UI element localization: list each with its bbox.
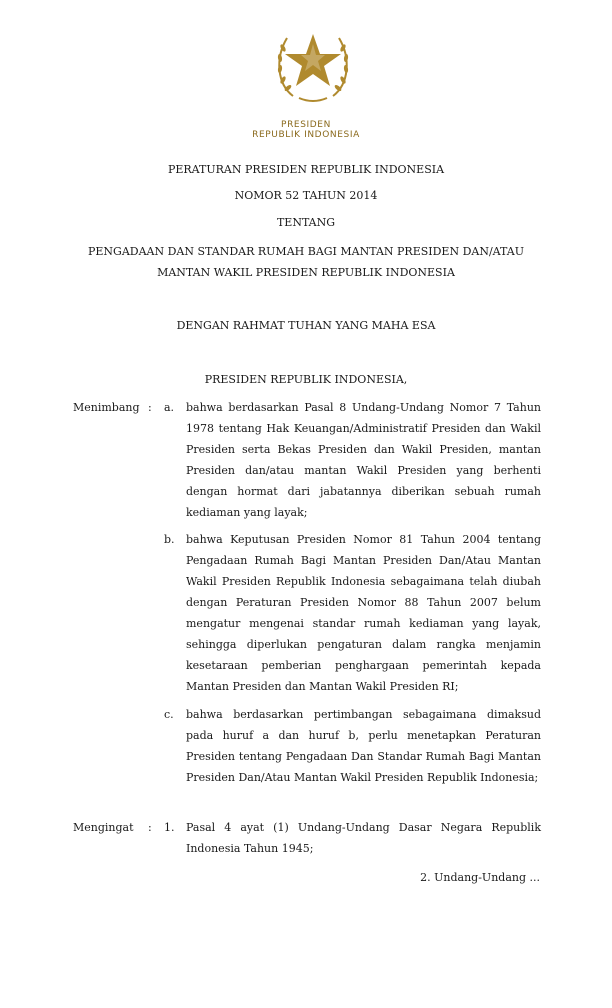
menimbang-item-b-text: bahwa Keputusan Presiden Nomor 81 Tahun 2004 tentang Pengadaan Rumah Bagi Mantan Presiden Dan/Atau Mantan Wakil Presiden Republik Indonesia sebagaimana telah diubah dengan Peraturan Presiden Nomor 88 Tahun 2007 belum mengatur mengenai standar rumah kediaman yang layak, sehingga diperlukan pengaturan dalam rangka menjamin kesetaraan pemberian penghargaan pemerintah kepada Mantan Presiden dan Mantan Wakil Presiden RI; xyxy=(186,533,541,693)
document-number: NOMOR 52 TAHUN 2014 xyxy=(234,189,378,202)
page-continuation: 2. Undang-Undang ... xyxy=(420,871,540,884)
menimbang-item-c-text: bahwa berdasarkan pertimbangan sebagaimana dimaksud pada huruf a dan huruf b, perlu menetapkan Peraturan Presiden tentang Pengadaan Dan Standar Rumah Bagi Mantan Presiden Dan/Atau Mantan Wakil Presiden Republik Indonesia; xyxy=(186,708,541,784)
header-presiden: PRESIDEN xyxy=(281,120,331,130)
subject-line-1: PENGADAAN DAN STANDAR RUMAH BAGI MANTAN PRESIDEN DAN/ATAU xyxy=(88,245,524,258)
document-title: PERATURAN PRESIDEN REPUBLIK INDONESIA xyxy=(167,163,445,176)
menimbang-label: Menimbang xyxy=(73,401,140,414)
presidential-emblem-icon xyxy=(271,22,355,108)
menimbang-item-b-marker: b. xyxy=(164,533,175,546)
presiden-line: PRESIDEN REPUBLIK INDONESIA, xyxy=(204,373,408,386)
mengingat-label: Mengingat xyxy=(73,821,134,834)
tentang-heading: TENTANG xyxy=(276,216,336,229)
menimbang-item-a-text: bahwa berdasarkan Pasal 8 Undang-Undang Nomor 7 Tahun 1978 tentang Hak Keuangan/Administratif Presiden dan Wakil Presiden serta Bekas Presiden dan Wakil Presiden, mantan Presiden dan/atau mantan Wakil Presiden yang berhenti dengan hormat dari jabatannya diberikan sebuah rumah kediaman yang layak; xyxy=(186,401,541,519)
subject-line-2: MANTAN WAKIL PRESIDEN REPUBLIK INDONESIA xyxy=(157,266,455,279)
rahmat-line: DENGAN RAHMAT TUHAN YANG MAHA ESA xyxy=(176,319,436,332)
mengingat-item-1-text: Pasal 4 ayat (1) Undang-Undang Dasar Negara Republik Indonesia Tahun 1945; xyxy=(186,821,541,855)
header-republik-indonesia: REPUBLIK INDONESIA xyxy=(252,130,360,140)
mengingat-item-1-marker: 1. xyxy=(164,821,175,834)
menimbang-item-a-marker: a. xyxy=(164,401,175,414)
mengingat-colon: : xyxy=(148,821,152,834)
menimbang-colon: : xyxy=(148,401,152,414)
menimbang-item-c-marker: c. xyxy=(164,708,174,721)
